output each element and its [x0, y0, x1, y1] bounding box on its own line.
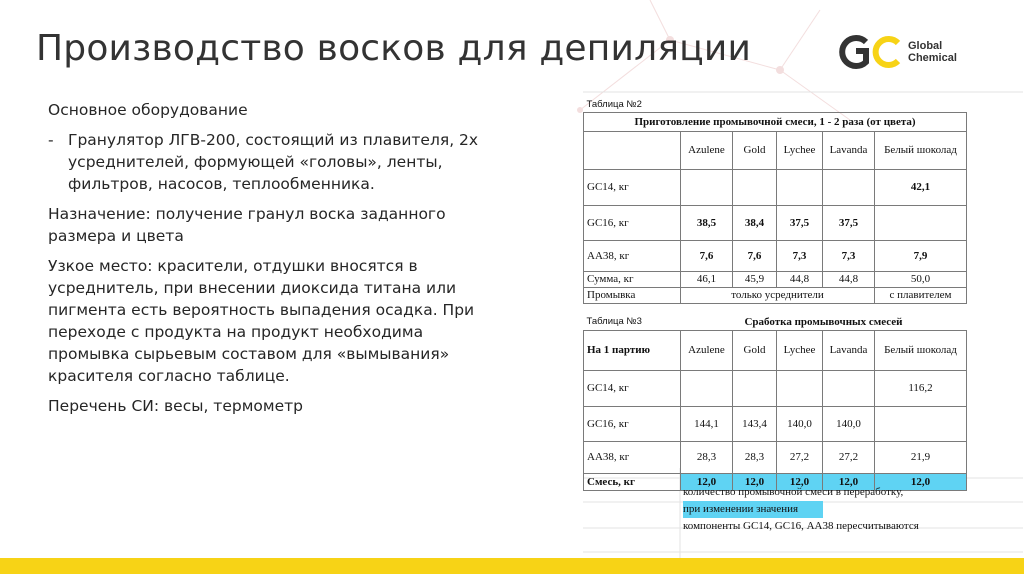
table-3-header: Azulene [681, 330, 733, 370]
spreadsheet-notes [681, 484, 921, 535]
global-chemical-logo-icon [836, 34, 902, 70]
table-cell: 27,2 [777, 441, 823, 473]
table-row [584, 370, 967, 406]
bottom-accent-bar [0, 558, 1024, 574]
note-line-highlighted: при изменении значения [683, 501, 823, 518]
table-cell [823, 370, 875, 406]
table-cell [733, 169, 777, 205]
table-3-header: Lavanda [823, 330, 875, 370]
table-cell: 12,0 [777, 473, 823, 490]
page-title: Производство восков для депиляции [36, 28, 752, 69]
row-label: Промывка [584, 287, 681, 303]
table-cell: 42,1 [875, 169, 967, 205]
table-cell: 28,3 [733, 441, 777, 473]
table-cell: 144,1 [681, 406, 733, 441]
company-logo [836, 34, 986, 70]
table-cell: 38,5 [681, 205, 733, 240]
table-cell: 28,3 [681, 441, 733, 473]
equipment-heading: Основное оборудование [48, 101, 248, 119]
table-cell: 44,8 [777, 271, 823, 287]
table-cell: с плавителем [875, 287, 967, 303]
table-cell: 45,9 [733, 271, 777, 287]
measuring-instruments-text: Перечень СИ: весы, термометр [48, 397, 303, 415]
equipment-bullet [48, 129, 488, 195]
table-cell: только усреднители [681, 287, 875, 303]
table-2-header: Белый шоколад [875, 131, 967, 169]
table-row [584, 205, 967, 240]
table-cell: 50,0 [875, 271, 967, 287]
table-3-header: Gold [733, 330, 777, 370]
table-cell: 143,4 [733, 406, 777, 441]
table-cell: 7,6 [733, 240, 777, 271]
per-batch-label: На 1 партию [584, 330, 681, 370]
table-cell: 46,1 [681, 271, 733, 287]
table-cell: 140,0 [777, 406, 823, 441]
table-cell [681, 169, 733, 205]
table-2-header: Azulene [681, 131, 733, 169]
table-cell: 12,0 [875, 473, 967, 490]
table-cell [875, 406, 967, 441]
note-line: количество промывочной смеси в переработку, [683, 486, 904, 498]
table-cell: 140,0 [823, 406, 875, 441]
purpose-text: Назначение: получение гранул воска заданного размера и цвета [48, 205, 446, 245]
bottleneck-text: Узкое место: красители, отдушки вносятся в усреднитель, при внесении диоксида титана или пигмента есть вероятность выпадения осадка. При переходе с продукта на продукт необходима промывка сырьевым составом для «вымывания» красителя согласно таблице. [48, 257, 475, 385]
table-cell: 12,0 [681, 473, 733, 490]
table-cell: 21,9 [875, 441, 967, 473]
table-cell: 7,3 [823, 240, 875, 271]
row-label: АА38, кг [584, 240, 681, 271]
table-3-mix-usage [583, 314, 967, 491]
table-row [584, 441, 967, 473]
equipment-bullet-text: Гранулятор ЛГВ-200, состоящий из плавителя, 2х усреднителей, формующей «головы», ленты, фильтров, насосов, теплообменника. [68, 131, 479, 193]
table-cell [875, 205, 967, 240]
table-3-label: Таблица №3 [586, 316, 642, 328]
table-2-wash-mix [583, 98, 967, 304]
table-cell [777, 370, 823, 406]
spreadsheet-image [583, 88, 989, 548]
table-cell: 27,2 [823, 441, 875, 473]
logo-text-line1: Global [908, 40, 943, 52]
table-3-header: Lychee [777, 330, 823, 370]
row-label: АА38, кг [584, 441, 681, 473]
table-2-header: Gold [733, 131, 777, 169]
table-2-label: Таблица №2 [586, 99, 642, 111]
row-label: Сумма, кг [584, 271, 681, 287]
table-cell: 37,5 [777, 205, 823, 240]
table-cell: 38,4 [733, 205, 777, 240]
row-label: GC16, кг [584, 406, 681, 441]
table-cell: 12,0 [733, 473, 777, 490]
table-2-header: Lavanda [823, 131, 875, 169]
table-row [584, 287, 967, 303]
table-cell: 44,8 [823, 271, 875, 287]
table-cell: 116,2 [875, 370, 967, 406]
row-label: Смесь, кг [584, 473, 681, 490]
table-cell [823, 169, 875, 205]
table-3-caption: Сработка промывочных смесей [744, 315, 903, 328]
table-cell: 7,3 [777, 240, 823, 271]
table-3-header: Белый шоколад [875, 330, 967, 370]
row-label: GC16, кг [584, 205, 681, 240]
table-2-header: Lychee [777, 131, 823, 169]
row-label: GC14, кг [584, 169, 681, 205]
table-cell [777, 169, 823, 205]
description-text [48, 99, 488, 425]
logo-text-line2: Chemical [908, 52, 957, 64]
table-row [584, 271, 967, 287]
row-label: GC14, кг [584, 370, 681, 406]
bullet-dash: - [48, 131, 54, 149]
table-cell: 7,6 [681, 240, 733, 271]
table-cell [681, 370, 733, 406]
table-2-caption: Приготовление промывочной смеси, 1 - 2 раза (от цвета) [584, 112, 967, 131]
note-line: компоненты GC14, GC16, АА38 пересчитываются [683, 520, 919, 532]
table-cell [733, 370, 777, 406]
table-row [584, 406, 967, 441]
table-cell: 7,9 [875, 240, 967, 271]
table-cell: 12,0 [823, 473, 875, 490]
table-row [584, 240, 967, 271]
table-row [584, 169, 967, 205]
table-cell: 37,5 [823, 205, 875, 240]
